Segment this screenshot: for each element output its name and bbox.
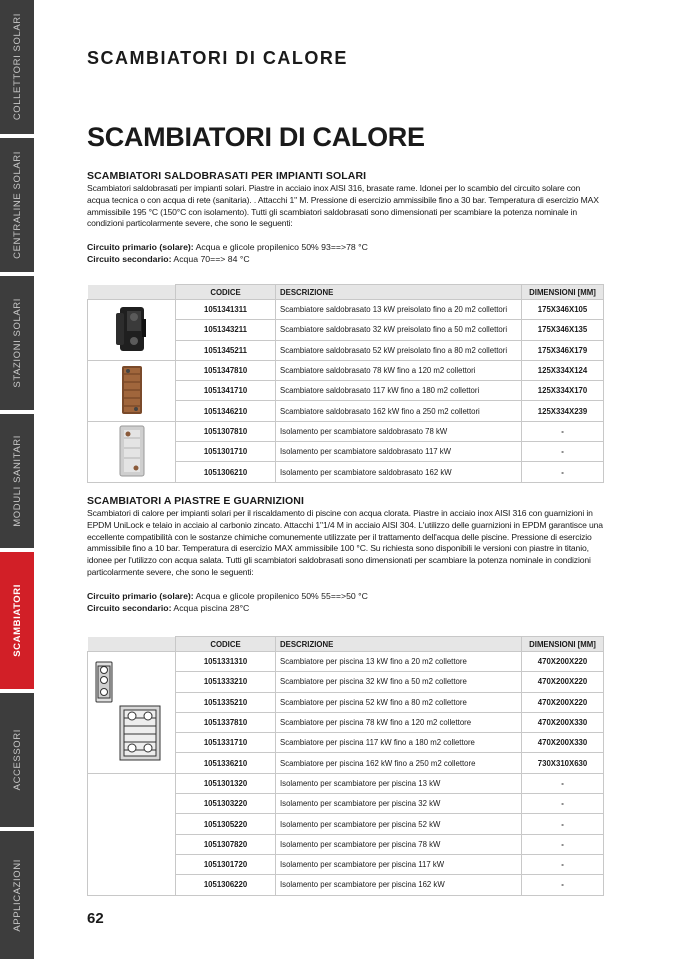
- product-description: Scambiatore saldobrasato 78 kW fino a 120 m2 collettori: [276, 360, 522, 380]
- product-description: Isolamento per scambiatore per piscina 162 kW: [276, 875, 522, 895]
- page-title: SCAMBIATORI DI CALORE: [87, 122, 425, 152]
- table-header-blank: [88, 285, 176, 300]
- product-code: 1051333210: [176, 672, 276, 692]
- product-dimensions: 125X334X239: [522, 401, 604, 421]
- secondary-circuit-label: Circuito secondario:: [87, 602, 172, 613]
- side-tab-centraline-solari[interactable]: [0, 138, 34, 272]
- column-header-dimensions: DIMENSIONI [MM]: [522, 637, 604, 652]
- side-tab-label: CENTRALINE SOLARI: [11, 151, 23, 259]
- product-dimensions: 125X334X124: [522, 360, 604, 380]
- product-dimensions: -: [522, 854, 604, 874]
- column-header-dimensions: DIMENSIONI [MM]: [522, 285, 604, 300]
- table-row: [88, 300, 604, 320]
- product-description: Scambiatore saldobrasato 13 kW preisolato fino a 20 m2 collettori: [276, 300, 522, 320]
- product-description: Isolamento per scambiatore per piscina 52 kW: [276, 814, 522, 834]
- side-tab-collettori-solari[interactable]: [0, 0, 34, 134]
- section-description: Scambiatori di calore per impianti solari per il riscaldamento di piscine con acqua clorata. Piastre in acciaio inox AISI 316 con guarnizioni in EPDM UniLock e telaio in acciaio al carbonio zincato. Attacchi 1"1/4 M in acciaio AISI 304. L'utilizzo delle guarnizioni in EPDM garantisce una eccellente compatibilità con le sostanze chimiche comunemente utilizzate per il trattamento dell'acqua delle piscine. Pressione di esercizio ammissibile fino a 10 bar. Temperatura di esercizio MAX ammissibile 100 °C. Su richiesta sono disponibili le versioni con piastre in titanio, idonee per l'utilizzo con acqua salata. Tutti gli scambiatori saldobrasati sono dimensionati per scambiare la potenza nominale in condizioni particolarmente severe, che sono le seguenti:: [87, 508, 603, 577]
- secondary-circuit-value: Acqua piscina 28°C: [171, 602, 250, 613]
- product-description: Scambiatore saldobrasato 32 kW preisolato fino a 50 m2 collettori: [276, 320, 522, 340]
- product-code: 1051341311: [176, 300, 276, 320]
- primary-circuit-label: Circuito primario (solare):: [87, 590, 194, 601]
- product-dimensions: 470X200X220: [522, 672, 604, 692]
- product-description: Isolamento per scambiatore per piscina 117 kW: [276, 854, 522, 874]
- side-tab-label: APPLICAZIONI: [11, 858, 23, 932]
- product-code: 1051341710: [176, 381, 276, 401]
- brazed-exchanger-icon: [118, 364, 146, 416]
- product-table-saldobrasati: [87, 284, 604, 483]
- table-row: [88, 421, 604, 441]
- primary-circuit-label: Circuito primario (solare):: [87, 242, 194, 253]
- table-header-row: [88, 285, 604, 300]
- product-description: Isolamento per scambiatore per piscina 13 kW: [276, 773, 522, 793]
- product-dimensions: -: [522, 834, 604, 854]
- side-tab-label: STAZIONI SOLARI: [11, 298, 23, 388]
- product-code: 1051337810: [176, 712, 276, 732]
- product-dimensions: 470X200X330: [522, 712, 604, 732]
- product-description: Isolamento per scambiatore per piscina 32 kW: [276, 794, 522, 814]
- side-tab-scambiatori[interactable]: [0, 552, 34, 689]
- section-heading: SCAMBIATORI SALDOBRASATI PER IMPIANTI SOLARI: [87, 170, 367, 182]
- product-image-insulation: [88, 421, 176, 482]
- product-description: Isolamento per scambiatore saldobrasato 78 kW: [276, 421, 522, 441]
- column-header-code: CODICE: [176, 285, 276, 300]
- product-image-insulated-exchanger: [88, 300, 176, 361]
- column-header-description: DESCRIZIONE: [276, 637, 522, 652]
- product-dimensions: -: [522, 875, 604, 895]
- product-description: Scambiatore per piscina 52 kW fino a 80 m2 collettore: [276, 692, 522, 712]
- product-code: 1051331710: [176, 733, 276, 753]
- section-heading: SCAMBIATORI A PIASTRE E GUARNIZIONI: [87, 495, 305, 507]
- product-dimensions: -: [522, 773, 604, 793]
- side-tab-label: COLLETTORI SOLARI: [11, 13, 23, 121]
- side-tab-label: ACCESSORI: [11, 729, 23, 791]
- product-code: 1051331310: [176, 652, 276, 672]
- primary-circuit-value: Acqua e glicole propilenico 50% 93==>78 °C: [193, 242, 368, 253]
- side-tab-moduli-sanitari[interactable]: [0, 414, 34, 548]
- product-dimensions: 175X346X105: [522, 300, 604, 320]
- product-code: 1051305220: [176, 814, 276, 834]
- product-description: Isolamento per scambiatore saldobrasato 162 kW: [276, 462, 522, 482]
- product-code: 1051307810: [176, 421, 276, 441]
- product-dimensions: -: [522, 442, 604, 462]
- primary-circuit-value: Acqua e glicole propilenico 50% 55==>50 °C: [193, 590, 368, 601]
- product-code: 1051303220: [176, 794, 276, 814]
- product-dimensions: 125X334X170: [522, 381, 604, 401]
- secondary-circuit-label: Circuito secondario:: [87, 253, 172, 264]
- table-header-row: [88, 637, 604, 652]
- product-code: 1051343211: [176, 320, 276, 340]
- header-title: SCAMBIATORI DI CALORE: [87, 48, 348, 68]
- product-image-copper-exchanger: [88, 360, 176, 421]
- primary-circuit: [87, 591, 603, 603]
- table-row: [88, 773, 604, 793]
- product-dimensions: 730X310X630: [522, 753, 604, 773]
- product-code: 1051346210: [176, 401, 276, 421]
- product-code: 1051347810: [176, 360, 276, 380]
- product-table-piscina: [87, 636, 604, 896]
- product-dimensions: 470X200X330: [522, 733, 604, 753]
- side-navigation: [0, 0, 34, 959]
- product-dimensions: 470X200X220: [522, 652, 604, 672]
- product-code: 1051306220: [176, 875, 276, 895]
- column-header-description: DESCRIZIONE: [276, 285, 522, 300]
- side-tab-label: SCAMBIATORI: [11, 584, 23, 657]
- plate-exchanger-icon: [90, 656, 174, 766]
- product-description: Scambiatore saldobrasato 162 kW fino a 250 m2 collettori: [276, 401, 522, 421]
- product-description: Scambiatore per piscina 78 kW fino a 120 m2 collettore: [276, 712, 522, 732]
- side-tab-label: MODULI SANITARI: [11, 435, 23, 527]
- table-header-blank: [88, 637, 176, 652]
- page-number: 62: [87, 910, 104, 927]
- product-code: 1051307820: [176, 834, 276, 854]
- product-code: 1051336210: [176, 753, 276, 773]
- side-tab-applicazioni[interactable]: [0, 831, 34, 959]
- primary-circuit: [87, 242, 603, 254]
- circuit-info: [87, 591, 603, 615]
- product-dimensions: 470X200X220: [522, 692, 604, 712]
- side-tab-stazioni-solari[interactable]: [0, 276, 34, 410]
- product-image-blank: [88, 773, 176, 895]
- insulated-exchanger-icon: [112, 305, 152, 353]
- secondary-circuit: [87, 603, 603, 615]
- column-header-code: CODICE: [176, 637, 276, 652]
- product-code: 1051306210: [176, 462, 276, 482]
- product-description: Isolamento per scambiatore per piscina 78 kW: [276, 834, 522, 854]
- product-image-plate-exchanger: [88, 652, 176, 774]
- product-description: Scambiatore saldobrasato 117 kW fino a 180 m2 collettori: [276, 381, 522, 401]
- product-code: 1051345211: [176, 340, 276, 360]
- product-dimensions: 175X346X179: [522, 340, 604, 360]
- product-dimensions: -: [522, 421, 604, 441]
- secondary-circuit-value: Acqua 70==> 84 °C: [171, 253, 250, 264]
- section-piastre-guarnizioni: [87, 495, 603, 614]
- product-description: Scambiatore per piscina 13 kW fino a 20 m2 collettore: [276, 652, 522, 672]
- circuit-info: [87, 242, 603, 266]
- product-description: Scambiatore per piscina 117 kW fino a 180 m2 collettore: [276, 733, 522, 753]
- product-dimensions: 175X346X135: [522, 320, 604, 340]
- section-description: Scambiatori saldobrasati per impianti solari. Piastre in acciaio inox AISI 316, brasate rame. Idonei per lo scambio del circuito solare con acqua tecnica o con acqua di rete (sanitaria). . Attacchi 1" M. Pressione di esercizio ammissibile fino a 30 bar. Temperatura di esercizio MAX ammissibile 195 °C (150°C con isolamento). Tutti gli scambiatori saldobrasati sono dimensionati per scambiare la potenza nominale in condizioni particolarmente severe, che sono le seguenti:: [87, 183, 599, 229]
- product-code: 1051301710: [176, 442, 276, 462]
- product-dimensions: -: [522, 462, 604, 482]
- product-dimensions: -: [522, 794, 604, 814]
- insulation-shell-icon: [114, 424, 150, 478]
- secondary-circuit: [87, 254, 603, 266]
- product-code: 1051301720: [176, 854, 276, 874]
- product-code: 1051335210: [176, 692, 276, 712]
- section-saldobrasati: [87, 170, 603, 266]
- product-description: Isolamento per scambiatore saldobrasato 117 kW: [276, 442, 522, 462]
- product-description: Scambiatore per piscina 32 kW fino a 50 m2 collettore: [276, 672, 522, 692]
- product-description: Scambiatore saldobrasato 52 kW preisolato fino a 80 m2 collettori: [276, 340, 522, 360]
- product-code: 1051301320: [176, 773, 276, 793]
- product-dimensions: -: [522, 814, 604, 834]
- table-row: [88, 360, 604, 380]
- side-tab-accessori[interactable]: [0, 693, 34, 827]
- product-description: Scambiatore per piscina 162 kW fino a 250 m2 collettore: [276, 753, 522, 773]
- table-row: [88, 652, 604, 672]
